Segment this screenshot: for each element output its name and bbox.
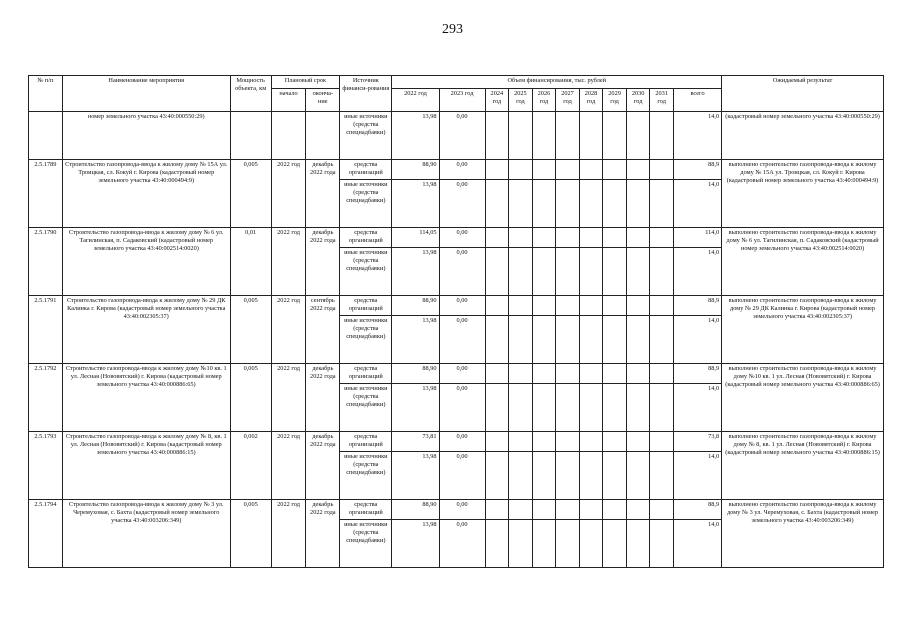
header-funding: Объем финансирования, тыс. рублей xyxy=(392,76,722,89)
row-source-org: средства организаций xyxy=(340,160,392,180)
row-empty-year xyxy=(485,228,509,248)
row-number: 2.5.1794 xyxy=(29,500,63,568)
row-empty-year xyxy=(485,296,509,316)
row-other-2022: 13,98 xyxy=(392,520,439,568)
table-row xyxy=(29,228,884,248)
row-empty-year xyxy=(509,248,533,296)
row-empty-year xyxy=(485,432,509,452)
row-empty-year xyxy=(485,384,509,432)
row-source-other: иные источники (средства спецнадбавки) xyxy=(340,316,392,364)
continuation-2022: 13,98 xyxy=(392,112,439,160)
row-empty-year xyxy=(532,384,556,432)
row-capacity: 0,01 xyxy=(230,228,271,296)
row-empty-year xyxy=(650,384,674,432)
row-empty-year xyxy=(650,452,674,500)
row-empty-year xyxy=(579,316,603,364)
row-number: 2.5.1793 xyxy=(29,432,63,500)
row-other-2023: 0,00 xyxy=(439,180,485,228)
row-empty-year xyxy=(603,248,627,296)
row-end: декабрь 2022 года xyxy=(306,160,340,228)
row-org-total: 88,9 xyxy=(673,160,721,180)
header-plan-term: Плановый срок xyxy=(271,76,340,89)
row-empty-year xyxy=(650,316,674,364)
continuation-total: 14,0 xyxy=(673,112,721,160)
row-org-2022: 88,90 xyxy=(392,364,439,384)
header-year-2025: 2025 год xyxy=(509,89,533,112)
row-empty-year xyxy=(532,180,556,228)
row-source-other: иные источники (средства спецнадбавки) xyxy=(340,452,392,500)
row-name: Строительство газопровода-ввода к жилому дому № 3 ул. Черемуховая, с. Бахта (кадастровый номер земельного участка 43:40:003206:349) xyxy=(62,500,230,568)
row-empty-year xyxy=(532,248,556,296)
row-empty-year xyxy=(509,296,533,316)
row-org-2022: 88,90 xyxy=(392,500,439,520)
row-empty-year xyxy=(603,384,627,432)
row-empty-year xyxy=(556,384,580,432)
continuation-name: номер земельного участка 43:40:000550:29) xyxy=(62,112,230,160)
row-result: выполнено строительство газопровода-ввода к жилому дому № 8, кв. 1 ул. Лесная (Нововятский) г. Кирова (кадастровый номер земельного участка 43:40:000886:15) xyxy=(722,432,884,500)
row-org-2023: 0,00 xyxy=(439,432,485,452)
table-row xyxy=(29,296,884,316)
row-empty-year xyxy=(485,452,509,500)
continuation-result: (кадастровый номер земельного участка 43:40:000550:29) xyxy=(722,112,884,160)
row-org-total: 88,9 xyxy=(673,364,721,384)
row-source-other: иные источники (средства спецнадбавки) xyxy=(340,180,392,228)
row-other-total: 14,0 xyxy=(673,384,721,432)
row-other-2023: 0,00 xyxy=(439,316,485,364)
row-source-org: средства организаций xyxy=(340,296,392,316)
row-number: 2.5.1789 xyxy=(29,160,63,228)
row-org-2023: 0,00 xyxy=(439,500,485,520)
row-empty-year xyxy=(626,296,650,316)
row-result: выполнено строительство газопровода-ввода к жилому дому № 6 ул. Тагилинская, п. Садаковский (кадастровый номер земельного участка 43:40:002514:0020) xyxy=(722,228,884,296)
row-result: выполнено строительство газопровода-ввода к жилому дому № 15А ул. Троицкая, сл. Кокуй г. Кирова (кадастровый номер земельного участка 43:40:000494:9) xyxy=(722,160,884,228)
header-year-2023: 2023 год xyxy=(439,89,485,112)
table-row xyxy=(29,364,884,384)
row-empty-year xyxy=(509,520,533,568)
row-empty-year xyxy=(650,500,674,520)
row-empty-year xyxy=(485,520,509,568)
row-empty-year xyxy=(603,228,627,248)
row-empty-year xyxy=(650,180,674,228)
row-empty-year xyxy=(556,500,580,520)
row-empty-year xyxy=(603,520,627,568)
header-num: № п/п xyxy=(29,76,63,112)
row-empty-year xyxy=(650,364,674,384)
row-empty-year xyxy=(626,160,650,180)
row-capacity: 0,005 xyxy=(230,296,271,364)
row-end: декабрь 2022 года xyxy=(306,364,340,432)
row-other-2023: 0,00 xyxy=(439,248,485,296)
continuation-source: иные источники (средства спецнадбавки) xyxy=(340,112,392,160)
row-empty-year xyxy=(556,248,580,296)
row-empty-year xyxy=(603,180,627,228)
row-org-2022: 73,81 xyxy=(392,432,439,452)
row-empty-year xyxy=(626,316,650,364)
row-empty-year xyxy=(509,384,533,432)
row-capacity: 0,005 xyxy=(230,160,271,228)
row-start: 2022 год xyxy=(271,432,306,500)
row-empty-year xyxy=(532,316,556,364)
header-year-2024: 2024 год xyxy=(485,89,509,112)
row-name: Строительство газопровода-ввода к жилому дому № 15А ул. Троицкая, сл. Кокуй г. Кирова (кадастровый номер земельного участка 43:40:000494:9) xyxy=(62,160,230,228)
row-number: 2.5.1791 xyxy=(29,296,63,364)
row-empty-year xyxy=(579,364,603,384)
row-empty-year xyxy=(532,452,556,500)
row-empty-year xyxy=(626,180,650,228)
row-empty-year xyxy=(485,160,509,180)
row-empty-year xyxy=(485,500,509,520)
row-empty-year xyxy=(579,384,603,432)
header-year-2029: 2029 год xyxy=(603,89,627,112)
row-other-total: 14,0 xyxy=(673,452,721,500)
row-other-2022: 13,98 xyxy=(392,248,439,296)
row-org-2022: 88,90 xyxy=(392,296,439,316)
row-empty-year xyxy=(556,296,580,316)
row-number: 2.5.1792 xyxy=(29,364,63,432)
row-number: 2.5.1790 xyxy=(29,228,63,296)
row-source-org: средства организаций xyxy=(340,228,392,248)
row-other-total: 14,0 xyxy=(673,180,721,228)
row-empty-year xyxy=(532,364,556,384)
row-start: 2022 год xyxy=(271,500,306,568)
row-empty-year xyxy=(579,500,603,520)
row-empty-year xyxy=(532,500,556,520)
row-empty-year xyxy=(626,364,650,384)
row-empty-year xyxy=(603,452,627,500)
row-empty-year xyxy=(650,296,674,316)
row-empty-year xyxy=(626,384,650,432)
row-empty-year xyxy=(556,180,580,228)
row-end: декабрь 2022 года xyxy=(306,432,340,500)
row-other-total: 14,0 xyxy=(673,316,721,364)
row-other-2022: 13,98 xyxy=(392,384,439,432)
row-end: декабрь 2022 года xyxy=(306,228,340,296)
row-result: выполнено строительство газопровода-ввода к жилому дому № 3 ул. Черемуховая, с. Бахта (кадастровый номер земельного участка 43:40:003206:349) xyxy=(722,500,884,568)
row-empty-year xyxy=(603,160,627,180)
header-result: Ожидаемый результат xyxy=(722,76,884,112)
row-start: 2022 год xyxy=(271,228,306,296)
row-empty-year xyxy=(532,432,556,452)
row-empty-year xyxy=(579,228,603,248)
row-empty-year xyxy=(509,160,533,180)
header-year-2028: 2028 год xyxy=(579,89,603,112)
row-empty-year xyxy=(509,180,533,228)
header-year-2027: 2027 год xyxy=(556,89,580,112)
row-source-other: иные источники (средства спецнадбавки) xyxy=(340,384,392,432)
row-end: декабрь 2022 года xyxy=(306,500,340,568)
row-capacity: 0,002 xyxy=(230,432,271,500)
row-name: Строительство газопровода-ввода к жилому дому № 6 ул. Тагилинская, п. Садаковский (кадастровый номер земельного участка 43:40:002514:0020) xyxy=(62,228,230,296)
header-source: Источник финанси-рования xyxy=(340,76,392,112)
header-plan-start: начало xyxy=(271,89,306,112)
row-source-org: средства организаций xyxy=(340,432,392,452)
header-name: Наименование мероприятия xyxy=(62,76,230,112)
row-empty-year xyxy=(532,228,556,248)
row-empty-year xyxy=(485,364,509,384)
funding-table xyxy=(28,75,884,568)
row-org-2022: 114,05 xyxy=(392,228,439,248)
row-capacity: 0,005 xyxy=(230,500,271,568)
page-number: 293 xyxy=(442,22,463,37)
row-empty-year xyxy=(650,432,674,452)
row-name: Строительство газопровода-ввода к жилому дому № 29 ДК Калинка г. Кирова (кадастровый номер земельного участка 43:40:002305:37) xyxy=(62,296,230,364)
row-empty-year xyxy=(603,500,627,520)
row-other-total: 14,0 xyxy=(673,520,721,568)
row-empty-year xyxy=(485,180,509,228)
table-row-continuation xyxy=(29,112,884,160)
row-empty-year xyxy=(509,432,533,452)
row-other-2022: 13,98 xyxy=(392,316,439,364)
row-empty-year xyxy=(579,296,603,316)
header-year-2030: 2030 год xyxy=(626,89,650,112)
row-empty-year xyxy=(626,520,650,568)
row-result: выполнено строительство газопровода-ввода к жилому дому № 29 ДК Калинка г. Кирова (кадастровый номер земельного участка 43:40:002305:37) xyxy=(722,296,884,364)
table-row xyxy=(29,160,884,180)
row-empty-year xyxy=(509,228,533,248)
row-empty-year xyxy=(650,248,674,296)
header-year-2022: 2022 год xyxy=(392,89,439,112)
row-org-2023: 0,00 xyxy=(439,296,485,316)
row-empty-year xyxy=(532,160,556,180)
row-empty-year xyxy=(579,520,603,568)
row-other-2023: 0,00 xyxy=(439,384,485,432)
row-other-2022: 13,98 xyxy=(392,452,439,500)
row-org-total: 73,8 xyxy=(673,432,721,452)
row-capacity: 0,005 xyxy=(230,364,271,432)
row-empty-year xyxy=(626,452,650,500)
row-source-org: средства организаций xyxy=(340,500,392,520)
header-year-2031: 2031 год xyxy=(650,89,674,112)
row-empty-year xyxy=(650,228,674,248)
row-empty-year xyxy=(626,500,650,520)
row-empty-year xyxy=(485,248,509,296)
header-year-2026: 2026 год xyxy=(532,89,556,112)
row-empty-year xyxy=(603,296,627,316)
row-other-total: 14,0 xyxy=(673,248,721,296)
row-org-total: 88,9 xyxy=(673,296,721,316)
row-org-total: 88,9 xyxy=(673,500,721,520)
row-empty-year xyxy=(485,316,509,364)
row-empty-year xyxy=(556,160,580,180)
row-empty-year xyxy=(650,520,674,568)
header-capacity: Мощность объекта, км xyxy=(230,76,271,112)
row-source-org: средства организаций xyxy=(340,364,392,384)
continuation-2023: 0,00 xyxy=(439,112,485,160)
row-start: 2022 год xyxy=(271,296,306,364)
row-empty-year xyxy=(603,364,627,384)
table-row xyxy=(29,500,884,520)
row-empty-year xyxy=(603,316,627,364)
header-plan-end: оконча-ние xyxy=(306,89,340,112)
row-empty-year xyxy=(579,452,603,500)
row-org-total: 114,0 xyxy=(673,228,721,248)
row-end: сентябрь 2022 года xyxy=(306,296,340,364)
table-row xyxy=(29,432,884,452)
row-org-2023: 0,00 xyxy=(439,364,485,384)
row-org-2023: 0,00 xyxy=(439,160,485,180)
row-empty-year xyxy=(626,248,650,296)
row-empty-year xyxy=(556,316,580,364)
row-start: 2022 год xyxy=(271,364,306,432)
row-empty-year xyxy=(532,520,556,568)
row-empty-year xyxy=(579,160,603,180)
row-empty-year xyxy=(509,500,533,520)
row-empty-year xyxy=(626,432,650,452)
row-org-2022: 88,90 xyxy=(392,160,439,180)
row-empty-year xyxy=(579,432,603,452)
row-empty-year xyxy=(556,228,580,248)
row-empty-year xyxy=(579,180,603,228)
row-other-2022: 13,98 xyxy=(392,180,439,228)
row-empty-year xyxy=(509,316,533,364)
row-result: выполнено строительство газопровода-ввода к жилому дому №10 кв. 1 ул. Лесная (Нововятский) г. Кирова (кадастровый номер земельного участка 43:40:000886:65) xyxy=(722,364,884,432)
row-source-other: иные источники (средства спецнадбавки) xyxy=(340,520,392,568)
row-empty-year xyxy=(556,452,580,500)
row-empty-year xyxy=(579,248,603,296)
row-empty-year xyxy=(532,296,556,316)
row-empty-year xyxy=(556,432,580,452)
row-org-2023: 0,00 xyxy=(439,228,485,248)
row-start: 2022 год xyxy=(271,160,306,228)
row-other-2023: 0,00 xyxy=(439,520,485,568)
row-name: Строительство газопровода-ввода к жилому дому №10 кв. 1 ул. Лесная (Нововятский) г. Кирова (кадастровый номер земельного участка 43:40:000886:65) xyxy=(62,364,230,432)
row-source-other: иные источники (средства спецнадбавки) xyxy=(340,248,392,296)
row-empty-year xyxy=(556,520,580,568)
row-empty-year xyxy=(650,160,674,180)
row-empty-year xyxy=(509,452,533,500)
row-other-2023: 0,00 xyxy=(439,452,485,500)
header-total: всего xyxy=(673,89,721,112)
row-empty-year xyxy=(626,228,650,248)
row-empty-year xyxy=(556,364,580,384)
row-name: Строительство газопровода-ввода к жилому дому № 8, кв. 1 ул. Лесная (Нововятский) г. Кирова (кадастровый номер земельного участка 43:40:000886:15) xyxy=(62,432,230,500)
row-empty-year xyxy=(603,432,627,452)
row-empty-year xyxy=(509,364,533,384)
